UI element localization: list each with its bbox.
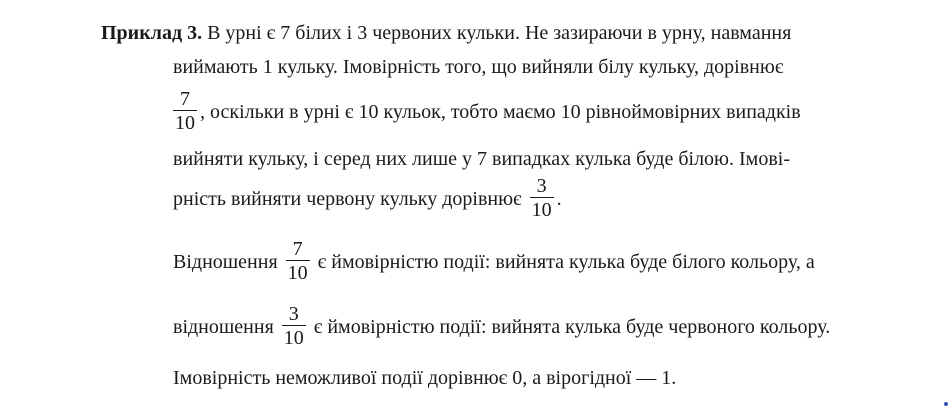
fraction-numerator: 7 [286, 238, 310, 261]
fraction-7-10 [286, 238, 310, 285]
relation-line-2 [173, 305, 830, 352]
fraction-numerator: 3 [530, 175, 554, 198]
fraction-denominator: 10 [287, 262, 308, 284]
fraction-denominator: 10 [175, 112, 195, 134]
fraction-numerator: 3 [282, 303, 306, 326]
example-line-4 [173, 147, 790, 171]
fraction-numerator: 7 [173, 88, 197, 111]
fraction-3-10 [282, 303, 306, 350]
page-edge-dot [944, 402, 948, 406]
relation-2-start: відношення [173, 316, 274, 339]
relation-line-1 [173, 240, 815, 287]
example-line-5 [173, 177, 562, 224]
fraction-denominator: 10 [283, 327, 304, 349]
final-line [173, 366, 676, 390]
example-text-4: вийняти кульку, і серед них лише у 7 випадках кулька буде білою. Імові- [173, 148, 790, 170]
example-text-5-end: . [556, 188, 562, 211]
example-text-1: В урні є 7 білих і 3 червоних кульки. Не зазираючи в урну, навмання [207, 22, 792, 44]
relation-1-start: Відношення [173, 251, 278, 274]
example-line-1 [101, 21, 791, 45]
fraction-3-10 [530, 175, 554, 222]
final-text: Імовірність неможливої події дорівнює 0, а вірогідної — 1. [173, 367, 677, 389]
example-line-2 [173, 55, 783, 79]
example-text-5: рність вийняти червону кульку дорівнює [173, 188, 522, 211]
fraction-7-10 [173, 88, 197, 135]
relation-2-end: є ймовірністю події: вийнята кулька буде червоного кольору. [313, 316, 831, 339]
relation-1-end: є ймовірністю події: вийнята кулька буде білого кольору, а [317, 251, 815, 274]
example-label: Приклад 3. [101, 22, 203, 44]
fraction-denominator: 10 [531, 199, 552, 221]
example-text-2: виймають 1 кульку. Імовірність того, що вийняли білу кульку, дорівнює [173, 56, 784, 78]
example-text-3: , оскільки в урні є 10 кульок, тобто маємо 10 рівноймовірних випадків [200, 101, 801, 124]
example-line-3 [170, 90, 801, 137]
